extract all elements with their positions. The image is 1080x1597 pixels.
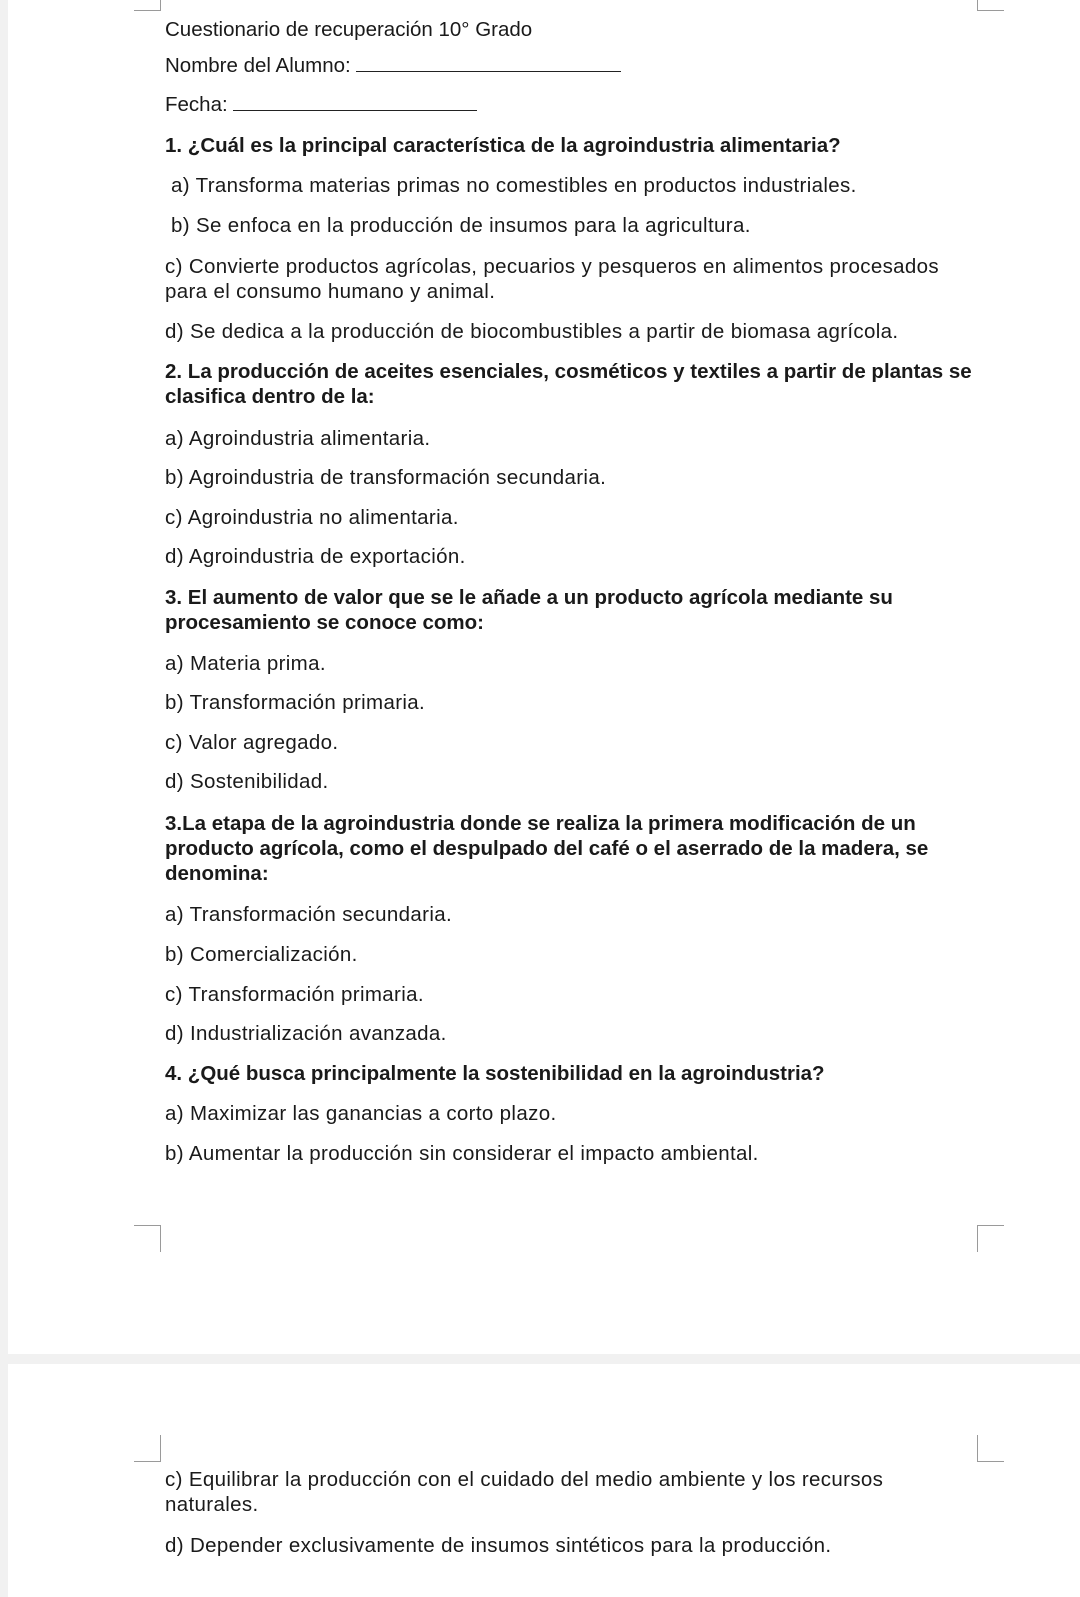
question-option: d) Industrialización avanzada. (165, 1022, 447, 1045)
question-option: d) Depender exclusivamente de insumos sintéticos para la producción. (165, 1534, 832, 1557)
document-title: Cuestionario de recuperación 10° Grado (165, 18, 533, 41)
question-title: 3.La etapa de la agroindustria donde se realiza la primera modificación de un (165, 812, 916, 835)
page-corner-mark (134, 1225, 161, 1252)
question-option: c) Transformación primaria. (165, 983, 424, 1006)
date-label: Fecha: (165, 93, 228, 116)
question-option: d) Sostenibilidad. (165, 770, 329, 793)
date-blank (233, 92, 477, 111)
question-option: a) Maximizar las ganancias a corto plazo. (165, 1102, 557, 1125)
question-option: b) Comercialización. (165, 943, 358, 966)
document-page-2 (8, 1364, 1080, 1597)
page-corner-mark (977, 0, 1004, 11)
page-corner-mark (134, 0, 161, 11)
question-option: b) Se enfoca en la producción de insumos para la agricultura. (171, 214, 751, 237)
document-page-1 (8, 0, 1080, 1354)
question-option: b) Aumentar la producción sin considerar el impacto ambiental. (165, 1142, 759, 1165)
question-option: a) Agroindustria alimentaria. (165, 427, 431, 450)
student-name-blank (356, 53, 621, 72)
question-option: a) Transformación secundaria. (165, 903, 453, 926)
student-name-field (165, 53, 985, 79)
question-option: a) Transforma materias primas no comestibles en productos industriales. (171, 174, 857, 197)
question-option: c) Equilibrar la producción con el cuidado del medio ambiente y los recursos (165, 1468, 884, 1491)
question-title: denomina: (165, 862, 269, 885)
question-option: d) Agroindustria de exportación. (165, 545, 466, 568)
page-corner-mark (977, 1435, 1004, 1462)
question-option: c) Agroindustria no alimentaria. (165, 506, 459, 529)
question-title: procesamiento se conoce como: (165, 611, 484, 634)
question-option: naturales. (165, 1493, 259, 1516)
question-title: producto agrícola, como el despulpado del café o el aserrado de la madera, se (165, 837, 929, 860)
question-title: 2. La producción de aceites esenciales, cosméticos y textiles a partir de plantas se (165, 360, 972, 383)
question-title: 4. ¿Qué busca principalmente la sostenibilidad en la agroindustria? (165, 1062, 825, 1085)
question-option: b) Agroindustria de transformación secundaria. (165, 466, 607, 489)
date-field (165, 92, 985, 118)
question-option: para el consumo humano y animal. (165, 280, 496, 303)
question-option: b) Transformación primaria. (165, 691, 426, 714)
page-corner-mark (134, 1435, 161, 1462)
question-title: 1. ¿Cuál es la principal característica de la agroindustria alimentaria? (165, 134, 841, 157)
question-title: 3. El aumento de valor que se le añade a un producto agrícola mediante su (165, 586, 893, 609)
question-option: c) Convierte productos agrícolas, pecuarios y pesqueros en alimentos procesados (165, 255, 940, 278)
question-option: a) Materia prima. (165, 652, 326, 675)
student-name-label: Nombre del Alumno: (165, 54, 351, 77)
question-option: c) Valor agregado. (165, 731, 339, 754)
question-title: clasifica dentro de la: (165, 385, 375, 408)
question-option: d) Se dedica a la producción de biocombustibles a partir de biomasa agrícola. (165, 320, 899, 343)
page-corner-mark (977, 1225, 1004, 1252)
